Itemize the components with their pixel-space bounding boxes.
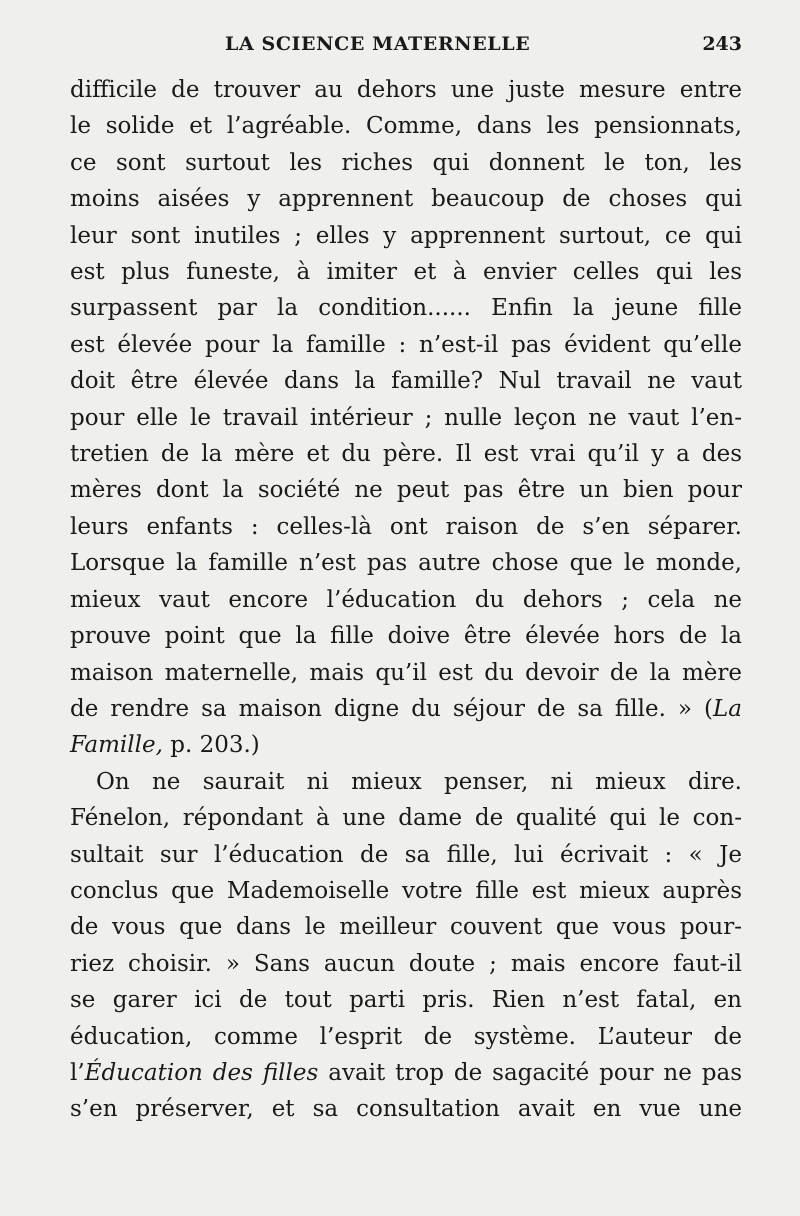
page-number: 243 [702,33,742,55]
text-line: s’en préserver, et sa consultation avait en vue une [70,1096,742,1123]
citation-title-part: La [713,695,742,722]
text-line: ce sont surtout les riches qui donnent le ton, les [70,149,742,176]
text-line: mères dont la société ne peut pas être un bien pour [70,477,742,504]
text-line: le solide et l’agréable. Comme, dans les pensionnats, [70,113,742,140]
text-line: difficile de trouver au dehors une juste mesure entre [70,77,742,103]
citation-page: p. 203.) [162,732,260,759]
text-line: est élevée pour la famille : n’est-il pas évident qu’elle [70,331,742,358]
text-line: conclus que Mademoiselle votre fille est mieux auprès [70,877,742,904]
text-line: se garer ici de tout parti pris. Rien n’est fatal, en [70,987,742,1014]
text-line: On ne saurait ni mieux penser, ni mieux dire. [96,768,742,795]
text-line: doit être élevée dans la famille? Nul travail ne vaut [70,368,742,395]
citation-line [70,727,742,763]
text-line: Fénelon, répondant à une dame de qualité qui le con- [70,805,742,832]
paragraph-2 [70,764,742,1128]
text-line-with-citation [70,691,742,727]
text-line: maison maternelle, mais qu’il est du devoir de la mère [70,659,742,686]
text-line: est plus funeste, à imiter et à envier celles qui les [70,259,742,286]
page-header [70,33,742,57]
text-line: surpassent par la condition...... Enfin la jeune fille [70,295,742,322]
citation-title-part: Famille, [70,732,163,759]
text-line: leurs enfants : celles-là ont raison de s’en séparer. [70,513,742,540]
text-line: tretien de la mère et du père. Il est vrai qu’il y a des [70,441,742,468]
text-line: mieux vaut encore l’éducation du dehors ; cela ne [70,586,742,613]
text-line-with-book-title [70,1055,742,1091]
text-line: leur sont inutiles ; elles y apprennent surtout, ce qui [70,222,742,249]
text-line: sultait sur l’éducation de sa fille, lui écrivait : « Je [70,841,742,868]
text-line: éducation, comme l’esprit de système. L’auteur de [70,1023,742,1050]
text-line: moins aisées y apprennent beaucoup de choses qui [70,186,742,213]
text-segment: l’ [70,1059,85,1086]
text-line: Lorsque la famille n’est pas autre chose que le monde, [70,550,742,577]
running-title: LA SCIENCE MATERNELLE [225,33,531,55]
body-text [70,72,742,1128]
text-line: de vous que dans le meilleur couvent que vous pour- [70,914,742,941]
text-line: pour elle le travail intérieur ; nulle leçon ne vaut l’en- [70,404,742,431]
paragraph-1 [70,72,742,764]
text-segment: avait trop de sagacité pour ne pas [318,1059,743,1086]
text-line: prouve point que la fille doive être élevée hors de la [70,623,742,650]
book-title: Éducation des filles [84,1059,319,1086]
text-segment: de rendre sa maison digne du séjour de sa fille. » ( [70,695,713,722]
text-line: riez choisir. » Sans aucun doute ; mais encore faut-il [70,950,742,977]
